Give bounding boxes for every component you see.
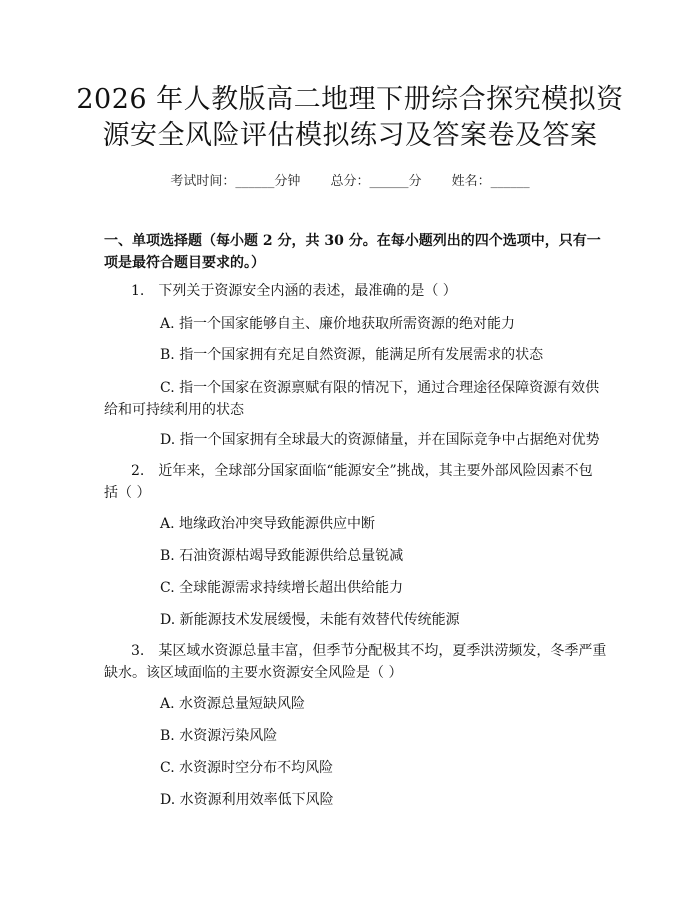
question-3-option-a: A. 水资源总量短缺风险 <box>160 696 306 712</box>
question-2-option-c: C. 全球能源需求持续增长超出供给能力 <box>160 580 404 596</box>
question-3-option-d: D. 水资源利用效率低下风险 <box>160 792 334 808</box>
exam-score-field: 总分：______分 <box>330 174 422 189</box>
question-3-stem: 3. 某区域水资源总量丰富，但季节分配极其不均，夏季洪涝频发，冬季严重 <box>131 643 607 659</box>
question-2-stem-cont: 括（ ） <box>104 485 151 501</box>
question-1-stem: 1. 下列关于资源安全内涵的表述，最准确的是（ ） <box>131 283 457 299</box>
question-1-option-c-cont: 给和可持续利用的状态 <box>104 402 244 418</box>
question-1-option-c: C. 指一个国家在资源禀赋有限的情况下，通过合理途径保障资源有效供 <box>160 380 600 396</box>
document-title-line-1: 2026 年人教版高二地理下册综合探究模拟资 <box>76 84 624 115</box>
question-1-option-a: A. 指一个国家能够自主、廉价地获取所需资源的绝对能力 <box>160 316 516 332</box>
question-2-option-a: A. 地缘政治冲突导致能源供应中断 <box>160 516 376 532</box>
question-1-option-d: D. 指一个国家拥有全球最大的资源储量，并在国际竞争中占据绝对优势 <box>160 432 600 448</box>
question-3-stem-cont: 缺水。该区域面临的主要水资源安全风险是（ ） <box>104 665 403 681</box>
question-2-stem: 2. 近年来，全球部分国家面临“能源安全”挑战，其主要外部风险因素不包 <box>131 463 593 479</box>
question-3-option-b: B. 水资源污染风险 <box>160 728 278 744</box>
section-heading: 一、单项选择题（每小题 2 分，共 30 分。在每小题列出的四个选项中，只有一项是最符合题目要求的。） <box>104 233 601 271</box>
question-2-option-b: B. 石油资源枯竭导致能源供给总量锐减 <box>160 548 404 564</box>
question-2-option-d: D. 新能源技术发展缓慢，未能有效替代传统能源 <box>160 612 460 628</box>
question-3-option-c: C. 水资源时空分布不均风险 <box>160 760 334 776</box>
document-title-line-2: 源安全风险评估模拟练习及答案卷及答案 <box>102 120 598 151</box>
exam-time-field: 考试时间：______分钟 <box>170 174 301 189</box>
student-name-field: 姓名：______ <box>451 174 530 189</box>
exam-meta <box>0 170 700 189</box>
question-1-option-b: B. 指一个国家拥有充足自然资源，能满足所有发展需求的状态 <box>160 347 544 363</box>
